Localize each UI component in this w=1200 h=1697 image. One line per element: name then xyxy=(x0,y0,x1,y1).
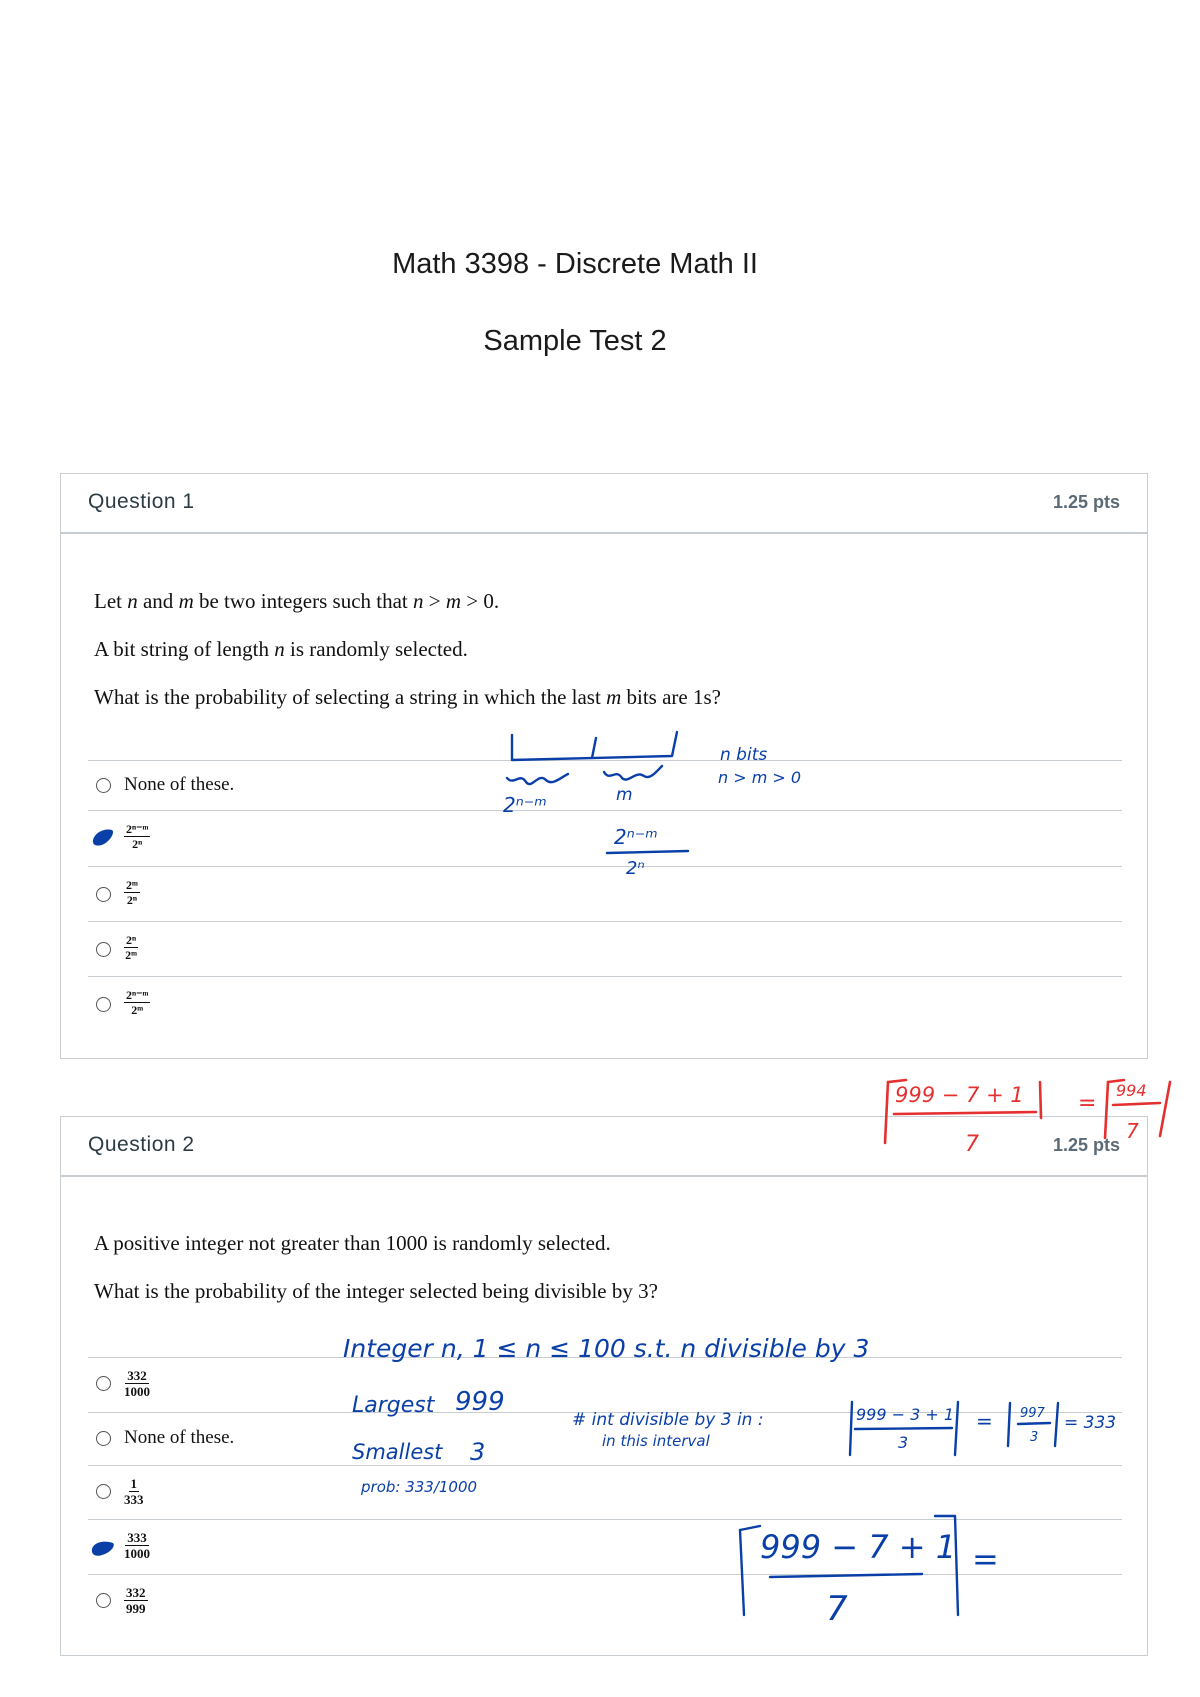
hw-q2-line1: Integer n, 1 ≤ n ≤ 100 s.t. n divisible by 3 xyxy=(343,1334,870,1363)
hw-q2-count-den: 3 xyxy=(898,1433,909,1452)
hw-red-den: 7 xyxy=(965,1132,979,1157)
answer-option[interactable] xyxy=(88,1412,1122,1465)
question-2-header xyxy=(61,1117,1147,1177)
hw-big-den: 7 xyxy=(826,1589,848,1629)
hw-q2-count-res: = 333 xyxy=(1064,1413,1117,1433)
radio-button[interactable] xyxy=(96,1376,111,1391)
question-1-stem-line-1: Let n and m be two integers such that n > m > 0. xyxy=(94,589,500,613)
answer-option[interactable] xyxy=(88,1357,1122,1412)
hw-big-eq: = xyxy=(972,1540,999,1578)
radio-button[interactable] xyxy=(96,997,111,1012)
hw-q1-frac-den: 2ⁿ xyxy=(626,858,645,879)
radio-button[interactable] xyxy=(96,778,111,793)
radio-button[interactable] xyxy=(96,1593,111,1608)
hw-q2-smallest-label: Smallest xyxy=(352,1440,443,1464)
answer-fraction: $\frac{332}{1000}$ xyxy=(124,1368,150,1399)
hw-red-num2: 994 xyxy=(1116,1081,1147,1100)
hw-red-den2: 7 xyxy=(1126,1119,1139,1143)
question-1-card xyxy=(60,473,1148,1059)
answer-option[interactable] xyxy=(88,921,1122,976)
question-2-points: 1.25 pts xyxy=(1052,1135,1120,1155)
hw-red-eq: = xyxy=(1078,1091,1097,1116)
question-2-stem-line-2: What is the probability of the integer selected being divisible by 3? xyxy=(94,1279,658,1303)
answer-option[interactable] xyxy=(88,866,1122,921)
answer-option[interactable] xyxy=(88,760,1122,810)
hw-q1-frac-num: 2ⁿ⁻ᵐ xyxy=(614,825,658,849)
question-2-card xyxy=(60,1116,1148,1656)
hw-red-num: 999 − 7 + 1 xyxy=(895,1083,1024,1107)
selected-mark-icon[interactable] xyxy=(90,826,116,848)
radio-button[interactable] xyxy=(96,887,111,902)
answer-fraction: $\frac{333}{1000}$ xyxy=(124,1530,150,1561)
radio-button[interactable] xyxy=(96,1431,111,1446)
question-2-title: Question 2 xyxy=(88,1133,195,1156)
radio-button[interactable] xyxy=(96,942,111,957)
answer-option[interactable] xyxy=(88,976,1122,1031)
question-1-stem-line-2: A bit string of length n is randomly selected. xyxy=(94,637,468,661)
answer-fraction: $\frac{\text{2ⁿ⁻ᵐ}}{\text{2ᵐ}}$ xyxy=(126,988,149,1017)
answer-option-selected[interactable] xyxy=(88,1519,1122,1574)
answer-fraction: $\frac{1}{333}$ xyxy=(124,1476,144,1507)
hw-q2-largest-label: Largest xyxy=(352,1393,435,1418)
hw-q2-count-den2: 3 xyxy=(1030,1430,1039,1445)
question-1-title: Question 1 xyxy=(88,490,195,513)
question-2-stem-line-1: A positive integer not greater than 1000 is randomly selected. xyxy=(94,1231,611,1255)
hw-big-num: 999 − 7 + 1 xyxy=(760,1528,957,1566)
answer-option-selected[interactable] xyxy=(88,810,1122,866)
hw-q2-prob: prob: 333/1000 xyxy=(361,1478,478,1496)
hw-q2-largest-val: 999 xyxy=(455,1387,505,1417)
page-subtitle: Sample Test 2 xyxy=(483,325,667,357)
page-title: Math 3398 - Discrete Math II xyxy=(392,248,758,280)
answer-fraction: $\frac{\text{2ⁿ⁻ᵐ}}{\text{2ⁿ}}$ xyxy=(126,822,149,851)
hw-q2-count-b: in this interval xyxy=(602,1432,710,1450)
hw-q2-count-eq: = xyxy=(976,1409,993,1433)
answer-option[interactable] xyxy=(88,1465,1122,1519)
hw-q1-bits: n bits xyxy=(720,745,768,765)
question-1-header xyxy=(61,474,1147,534)
hw-q1-left-exp: 2ⁿ⁻ᵐ xyxy=(503,793,547,817)
hw-q1-m: m xyxy=(616,785,633,805)
answer-label: None of these. xyxy=(124,1427,235,1448)
hw-q2-count-num: 999 − 3 + 1 xyxy=(856,1405,955,1424)
answer-option[interactable] xyxy=(88,1574,1122,1629)
question-1-stem-line-3: What is the probability of selecting a string in which the last m bits are 1s? xyxy=(94,685,721,709)
hw-q2-count-a: # int divisible by 3 in : xyxy=(572,1410,764,1430)
answer-fraction: $\frac{\text{2ⁿ}}{\text{2ᵐ}}$ xyxy=(125,933,138,962)
hw-q2-count-num2: 997 xyxy=(1020,1406,1045,1421)
hw-q2-smallest-val: 3 xyxy=(470,1438,486,1466)
radio-button[interactable] xyxy=(96,1484,111,1499)
answer-label: None of these. xyxy=(124,774,235,795)
hw-q1-cond: n > m > 0 xyxy=(718,768,802,787)
selected-mark-icon[interactable] xyxy=(90,1537,116,1559)
answer-fraction: $\frac{\text{2ᵐ}}{\text{2ⁿ}}$ xyxy=(126,878,138,907)
answer-fraction: $\frac{332}{999}$ xyxy=(126,1585,146,1616)
question-1-points: 1.25 pts xyxy=(1052,492,1120,512)
